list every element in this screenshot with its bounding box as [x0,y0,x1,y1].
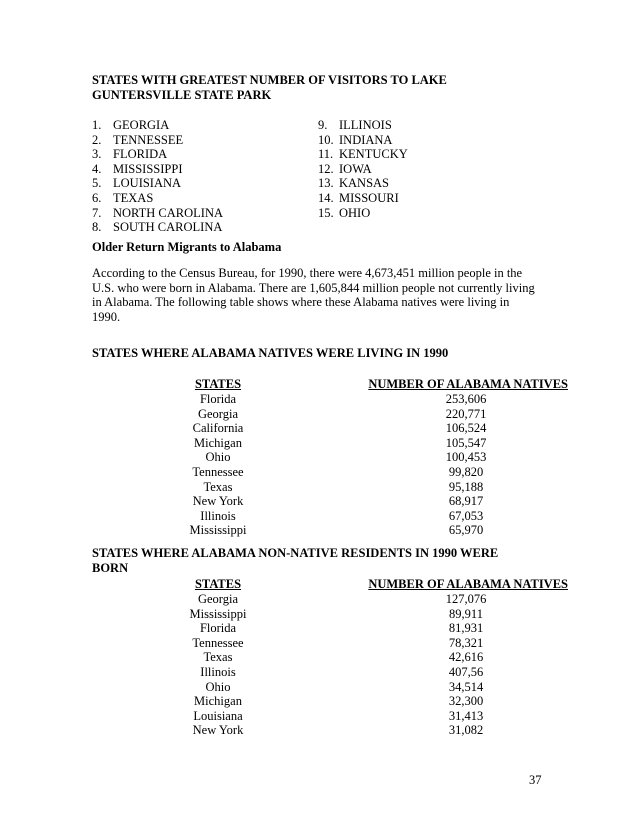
number-cell: 220,771 [445,406,487,421]
state-cell: Tennessee [192,635,244,650]
visitor-list-item [318,133,408,148]
list-item-state: TENNESSEE [113,132,184,147]
table-row [178,480,568,495]
state-cell: Ohio [205,450,231,465]
state-cell: New York [192,723,244,738]
visitor-list-item [318,162,408,177]
visitors-list-left [92,118,223,235]
table1-body [178,392,568,538]
table1 [178,377,568,538]
visitor-list-item [92,206,223,221]
paragraph-line: According to the Census Bureau, for 1990, there were 4,673,451 million people in the [92,266,523,280]
visitor-list-item [92,191,223,206]
page-number: 37 [529,773,542,787]
table1-heading: STATES WHERE ALABAMA NATIVES WERE LIVING IN 1990 [92,346,449,360]
visitor-list-item [92,176,223,191]
number-cell: 106,524 [445,421,487,436]
list-item-number: 5. [92,176,102,191]
paragraph-line: in Alabama. The following table shows where these Alabama natives were living in [92,295,510,309]
list-item-state: NORTH CAROLINA [113,205,224,220]
list-item-number: 1. [92,118,102,132]
list-item-number: 13. [318,176,334,191]
list-item-number: 8. [92,220,102,235]
list-item-number: 10. [318,132,334,147]
list-item-number: 6. [92,190,102,205]
visitor-list-item [92,147,223,162]
number-cell: 253,606 [445,392,487,406]
number-cell: 407,56 [448,664,484,679]
table2-body [178,592,568,738]
table-row [178,523,568,538]
state-cell: New York [192,494,244,509]
state-cell: Michigan [194,435,242,450]
list-item-number: 7. [92,205,102,220]
list-item-state: KENTUCKY [339,147,408,162]
table1-col-states: STATES [194,377,242,391]
number-cell: 81,931 [448,621,484,636]
visitor-list-item [318,147,408,162]
table1-header [178,377,568,392]
table-row [178,636,568,651]
list-item-number: 4. [92,161,102,176]
table-row [178,723,568,738]
table-row [178,509,568,524]
list-item-number: 2. [92,132,102,147]
table-row [178,436,568,451]
list-item-state: KANSAS [339,176,390,191]
visitors-title-line2: GUNTERSVILLE STATE PARK [92,88,272,102]
visitor-list-item [92,162,223,177]
number-cell: 99,820 [448,464,484,479]
number-cell: 65,970 [448,523,484,538]
table1-col-number: NUMBER OF ALABAMA NATIVES [368,377,568,391]
table2-heading-line2: BORN [92,561,129,575]
visitors-list-right [318,118,408,220]
state-cell: Georgia [197,592,239,606]
number-cell: 78,321 [448,635,484,650]
table-row [178,450,568,465]
list-item-number: 9. [318,118,328,132]
list-item-number: 11. [318,147,334,162]
table-row [178,407,568,422]
list-item-state: INDIANA [339,132,393,147]
paragraph-line: U.S. who were born in Alabama. There are 1,605,844 million people not currently living [92,280,535,295]
visitor-list-item [318,176,408,191]
table2 [178,577,568,738]
visitor-list-item [92,220,223,235]
number-cell: 67,053 [448,508,484,523]
list-item-state: IOWA [339,161,372,176]
number-cell: 100,453 [445,450,487,465]
number-cell: 68,917 [448,494,484,509]
number-cell: 34,514 [448,679,484,694]
section-heading: Older Return Migrants to Alabama [92,240,282,254]
state-cell: Texas [203,479,233,494]
table-row [178,680,568,695]
list-item-state: LOUISIANA [113,176,182,191]
table-row [178,694,568,709]
state-cell: Michigan [194,694,242,709]
state-cell: Florida [199,392,237,406]
table-row [178,650,568,665]
table-row [178,709,568,724]
list-item-state: SOUTH CAROLINA [113,220,223,235]
intro-paragraph [92,266,562,324]
number-cell: 31,082 [448,723,484,738]
table-row [178,665,568,680]
list-item-state: OHIO [339,205,371,220]
list-item-state: MISSOURI [339,190,399,205]
table-row [178,421,568,436]
number-cell: 89,911 [449,606,483,621]
paragraph-line: 1990. [92,309,121,324]
visitor-list-item [318,118,408,133]
table-row [178,592,568,607]
list-item-number: 15. [318,205,334,220]
list-item-state: MISSISSIPPI [113,161,183,176]
table2-header [178,577,568,592]
list-item-state: GEORGIA [113,118,170,132]
list-item-number: 14. [318,190,334,205]
visitors-title-line1: STATES WITH GREATEST NUMBER OF VISITORS TO LAKE [92,73,447,87]
list-item-state: TEXAS [113,190,154,205]
state-cell: Mississippi [189,606,247,621]
number-cell: 42,616 [448,650,484,665]
state-cell: Texas [203,650,233,665]
number-cell: 95,188 [448,479,484,494]
state-cell: California [192,421,244,436]
list-item-state: FLORIDA [113,147,168,162]
number-cell: 32,300 [448,694,484,709]
number-cell: 105,547 [445,435,487,450]
state-cell: Tennessee [192,464,244,479]
state-cell: Illinois [200,508,236,523]
state-cell: Illinois [200,664,236,679]
list-item-number: 3. [92,147,102,162]
table2-col-states: STATES [194,577,242,591]
visitor-list-item [318,206,408,221]
table-row [178,494,568,509]
state-cell: Florida [199,621,237,636]
state-cell: Mississippi [189,523,247,538]
number-cell: 31,413 [448,708,484,723]
table-row [178,607,568,622]
table2-heading-line1: STATES WHERE ALABAMA NON-NATIVE RESIDENTS IN 1990 WERE [92,546,499,560]
number-cell: 127,076 [445,592,487,606]
table-row [178,392,568,407]
visitor-list-item [318,191,408,206]
state-cell: Georgia [197,406,239,421]
table-row [178,465,568,480]
state-cell: Louisiana [193,708,243,723]
table2-col-number: NUMBER OF ALABAMA NATIVES [368,577,568,591]
state-cell: Ohio [205,679,231,694]
visitor-list-item [92,118,223,133]
visitor-list-item [92,133,223,148]
list-item-number: 12. [318,161,334,176]
list-item-state: ILLINOIS [339,118,392,132]
table-row [178,621,568,636]
